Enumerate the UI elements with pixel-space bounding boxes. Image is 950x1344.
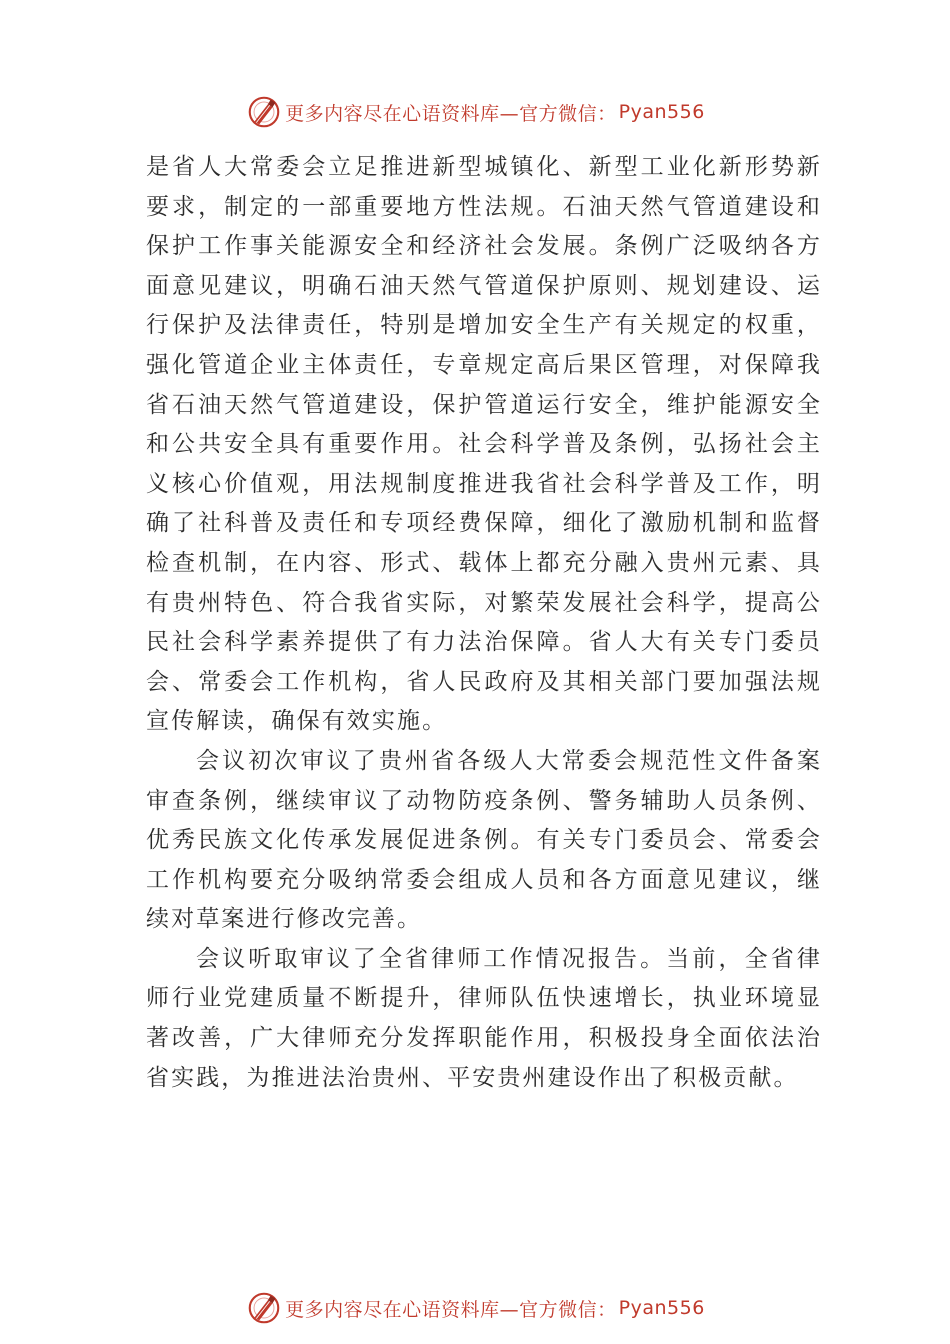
pen-nib-logo-icon xyxy=(245,93,283,131)
header-banner xyxy=(0,92,950,132)
paragraph-1: 是省人大常委会立足推进新型城镇化、新型工业化新形势新要求，制定的一部重要地方性法规。石油天然气管道建设和保护工作事关能源安全和经济社会发展。条例广泛吸纳各方面意见建议，明确石油天然气管道保护原则、规划建设、运行保护及法律责任，特别是增加安全生产有关规定的权重，强化管道企业主体责任，专章规定高后果区管理，对保障我省石油天然气管道建设，保护管道运行安全，维护能源安全和公共安全具有重要作用。社会科学普及条例，弘扬社会主义核心价值观，用法规制度推进我省社会科学普及工作，明确了社科普及责任和专项经费保障，细化了激励机制和监督检查机制，在内容、形式、载体上都充分融入贵州元素、具有贵州特色、符合我省实际，对繁荣发展社会科学，提高公民社会科学素养提供了有力法治保障。省人大有关专门委员会、常委会工作机构，省人民政府及其相关部门要加强法规宣传解读，确保有效实施。 xyxy=(146,154,822,735)
footer-banner xyxy=(0,1288,950,1328)
footer-promo-text: 更多内容尽在心语资料库—官方微信： xyxy=(285,1298,617,1321)
paragraph-3: 会议听取审议了全省律师工作情况报告。当前，全省律师行业党建质量不断提升，律师队伍快速增长，执业环境显著改善，广大律师充分发挥职能作用，积极投身全面依法治省实践，为推进法治贵州、平安贵州建设作出了积极贡献。 xyxy=(146,945,822,1091)
header-wechat-id: Pyan556 xyxy=(618,101,705,123)
header-promo-text: 更多内容尽在心语资料库—官方微信： xyxy=(285,102,617,125)
footer-wechat-id: Pyan556 xyxy=(618,1297,705,1319)
pen-nib-logo-icon xyxy=(245,1289,283,1327)
document-body xyxy=(146,148,822,1098)
paragraph-2: 会议初次审议了贵州省各级人大常委会规范性文件备案审查条例，继续审议了动物防疫条例、警务辅助人员条例、优秀民族文化传承发展促进条例。有关专门委员会、常委会工作机构要充分吸纳常委会组成人员和各方面意见建议，继续对草案进行修改完善。 xyxy=(146,747,822,933)
